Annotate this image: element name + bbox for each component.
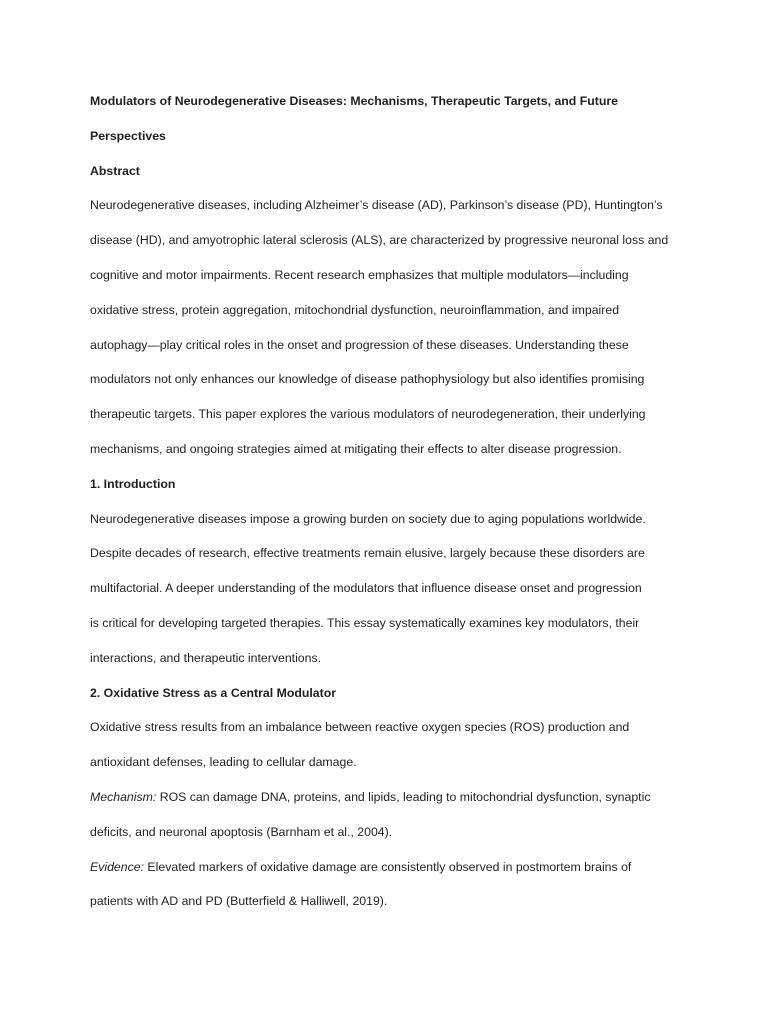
- paragraph-line: patients with AD and PD (Butterfield & Halliwell, 2019).: [90, 894, 388, 909]
- paragraph-line: oxidative stress, protein aggregation, mitochondrial dysfunction, neuroinflammation, and impaired: [90, 302, 620, 317]
- paragraph-line: interactions, and therapeutic interventions.: [90, 650, 322, 665]
- introduction-section: [90, 467, 678, 676]
- paragraph-line: deficits, and neuronal apoptosis (Barnham et al., 2004).: [90, 824, 393, 839]
- paragraph-line: mechanisms, and ongoing strategies aimed at mitigating their effects to alter disease progression.: [90, 441, 622, 456]
- paragraph-line: Neurodegenerative diseases impose a growing burden on society due to aging populations worldwide.: [90, 511, 646, 526]
- abstract-heading: Abstract: [90, 163, 140, 178]
- mechanism-paragraph: [90, 780, 678, 850]
- title-line: Perspectives: [90, 128, 166, 143]
- paragraph-line: Despite decades of research, effective treatments remain elusive, largely because these disorders are: [90, 546, 645, 561]
- paragraph-line: Neurodegenerative diseases, including Alzheimer’s disease (AD), Parkinson’s disease (PD), Huntington’s: [90, 198, 663, 213]
- title-line: Modulators of Neurodegenerative Diseases: Mechanisms, Therapeutic Targets, and Future: [90, 94, 618, 108]
- evidence-paragraph: [90, 850, 678, 920]
- paragraph-line: [90, 850, 678, 885]
- abstract-paragraph: [90, 188, 678, 466]
- paragraph-line: is critical for developing targeted therapies. This essay systematically examines key modulators, their: [90, 615, 640, 630]
- paragraph-line: cognitive and motor impairments. Recent research emphasizes that multiple modulators—including: [90, 267, 629, 282]
- paragraph-line: modulators not only enhances our knowledge of disease pathophysiology but also identifies promising: [90, 372, 645, 387]
- evidence-text: Elevated markers of oxidative damage are consistently observed in postmortem brains of: [144, 859, 632, 874]
- paragraph-line: therapeutic targets. This paper explores the various modulators of neurodegeneration, their underlying: [90, 407, 646, 422]
- oxidative-stress-section: [90, 676, 678, 920]
- paragraph-line: multifactorial. A deeper understanding of the modulators that influence disease onset and progression: [90, 581, 642, 596]
- paragraph-line: disease (HD), and amyotrophic lateral sclerosis (ALS), are characterized by progressive neuronal loss and: [90, 233, 669, 248]
- mechanism-label: Mechanism:: [90, 789, 157, 804]
- paragraph-line: [90, 780, 678, 815]
- paragraph-line: Oxidative stress results from an imbalance between reactive oxygen species (ROS) production and: [90, 720, 630, 735]
- abstract-section: [90, 154, 678, 467]
- document-title: [90, 84, 678, 154]
- paragraph-line: antioxidant defenses, leading to cellular damage.: [90, 755, 357, 770]
- oxidative-stress-heading: 2. Oxidative Stress as a Central Modulator: [90, 685, 337, 700]
- oxidative-stress-paragraph: [90, 710, 678, 780]
- introduction-paragraph: [90, 502, 678, 676]
- mechanism-text: ROS can damage DNA, proteins, and lipids, leading to mitochondrial dysfunction, synaptic: [156, 789, 651, 804]
- introduction-heading: 1. Introduction: [90, 476, 176, 491]
- evidence-label: Evidence:: [90, 859, 145, 874]
- paragraph-line: autophagy—play critical roles in the onset and progression of these diseases. Understanding these: [90, 337, 629, 352]
